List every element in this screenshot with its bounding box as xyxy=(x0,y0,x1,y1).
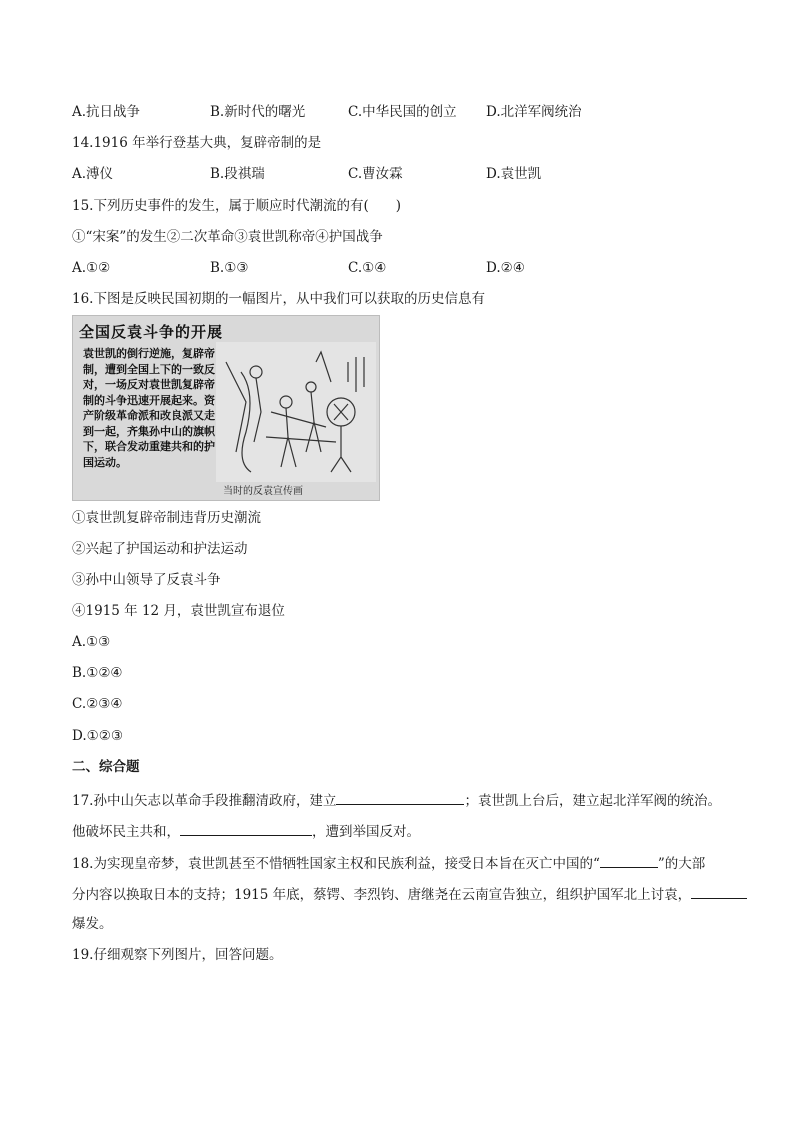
q15-option-c: C.①④ xyxy=(348,260,387,276)
q18-blank-1[interactable] xyxy=(600,853,658,868)
q14-stem: 14.1916 年举行登基大典，复辟帝制的是 xyxy=(72,135,322,151)
q17-text-2: ；袁世凯上台后，建立起北洋军阀的统治。 xyxy=(464,793,721,809)
q13-option-b: B.新时代的曙光 xyxy=(210,104,306,120)
q16-statement-4: ④1915 年 12 月，袁世凯宣布退位 xyxy=(72,603,285,619)
q14-option-a: A.溥仪 xyxy=(72,166,114,182)
q18-line-2 xyxy=(72,884,747,904)
q18-text-2: ”的大部 xyxy=(657,856,706,872)
q17-text-1: 17.孙中山矢志以革命手段推翻清政府，建立 xyxy=(72,793,337,809)
q14-option-d: D.袁世凯 xyxy=(486,166,542,182)
q16-option-b: B.①②④ xyxy=(72,665,123,681)
q16-statement-2: ②兴起了护国运动和护法运动 xyxy=(72,541,248,557)
section-heading: 二、综合题 xyxy=(72,759,140,775)
q17-blank-2[interactable] xyxy=(180,821,312,836)
q16-stem: 16.下图是反映民国初期的一幅图片，从中我们可以获取的历史信息有 xyxy=(72,291,485,307)
q15-items: ①“宋案”的发生②二次革命③袁世凯称帝④护国战争 xyxy=(72,229,383,245)
q15-option-d: D.②④ xyxy=(486,260,525,276)
q18-text-4: 爆发。 xyxy=(72,916,113,932)
q18-line-1 xyxy=(72,853,705,873)
q17-blank-1[interactable] xyxy=(336,790,464,805)
q15-option-b: B.①③ xyxy=(210,260,249,276)
q19-stem: 19.仔细观察下列图片，回答问题。 xyxy=(72,947,283,963)
q14-option-b: B.段祺瑞 xyxy=(210,166,265,182)
q18-text-3: 分内容以换取日本的支持；1915 年底，蔡锷、李烈钧、唐继尧在云南宣告独立，组织护国军北上讨袁， xyxy=(72,887,692,903)
q16-statement-3: ③孙中山领导了反袁斗争 xyxy=(72,572,221,588)
q17-line-1 xyxy=(72,790,721,810)
q13-option-d: D.北洋军阀统治 xyxy=(486,104,582,120)
q16-option-a: A.①③ xyxy=(72,634,111,650)
q18-text-1: 18.为实现皇帝梦，袁世凯甚至不惜牺牲国家主权和民族利益，接受日本旨在灭亡中国的“ xyxy=(72,856,600,872)
figure-text: 袁世凯的倒行逆施，复辟帝制，遭到全国上下的一致反对，一场反对袁世凯复辟帝制的斗争迅速开展起来。资产阶级革命派和改良派又走到一起，齐集孙中山的旗帜下，联合发动重建共和的护国运动。 xyxy=(83,347,215,469)
figure-title: 全国反袁斗争的开展 xyxy=(79,323,224,341)
q18-blank-2[interactable] xyxy=(691,884,747,899)
figure-caption: 当时的反袁宣传画 xyxy=(223,486,303,497)
q17-line-2 xyxy=(72,821,420,841)
q15-option-a: A.①② xyxy=(72,260,111,276)
q13-option-c: C.中华民国的创立 xyxy=(348,104,457,120)
q16-option-d: D.①②③ xyxy=(72,728,123,744)
anti-yuan-propaganda-figure xyxy=(72,315,380,501)
q13-option-a: A.抗日战争 xyxy=(72,104,141,120)
q14-option-c: C.曹汝霖 xyxy=(348,166,403,182)
q17-text-4: ，遭到举国反对。 xyxy=(312,824,420,840)
propaganda-drawing xyxy=(216,342,376,482)
q17-text-3: 他破坏民主共和， xyxy=(72,824,180,840)
q15-stem: 15.下列历史事件的发生，属于顺应时代潮流的有( ) xyxy=(72,198,402,214)
q16-option-c: C.②③④ xyxy=(72,696,123,712)
q16-statement-1: ①袁世凯复辟帝制违背历史潮流 xyxy=(72,510,261,526)
